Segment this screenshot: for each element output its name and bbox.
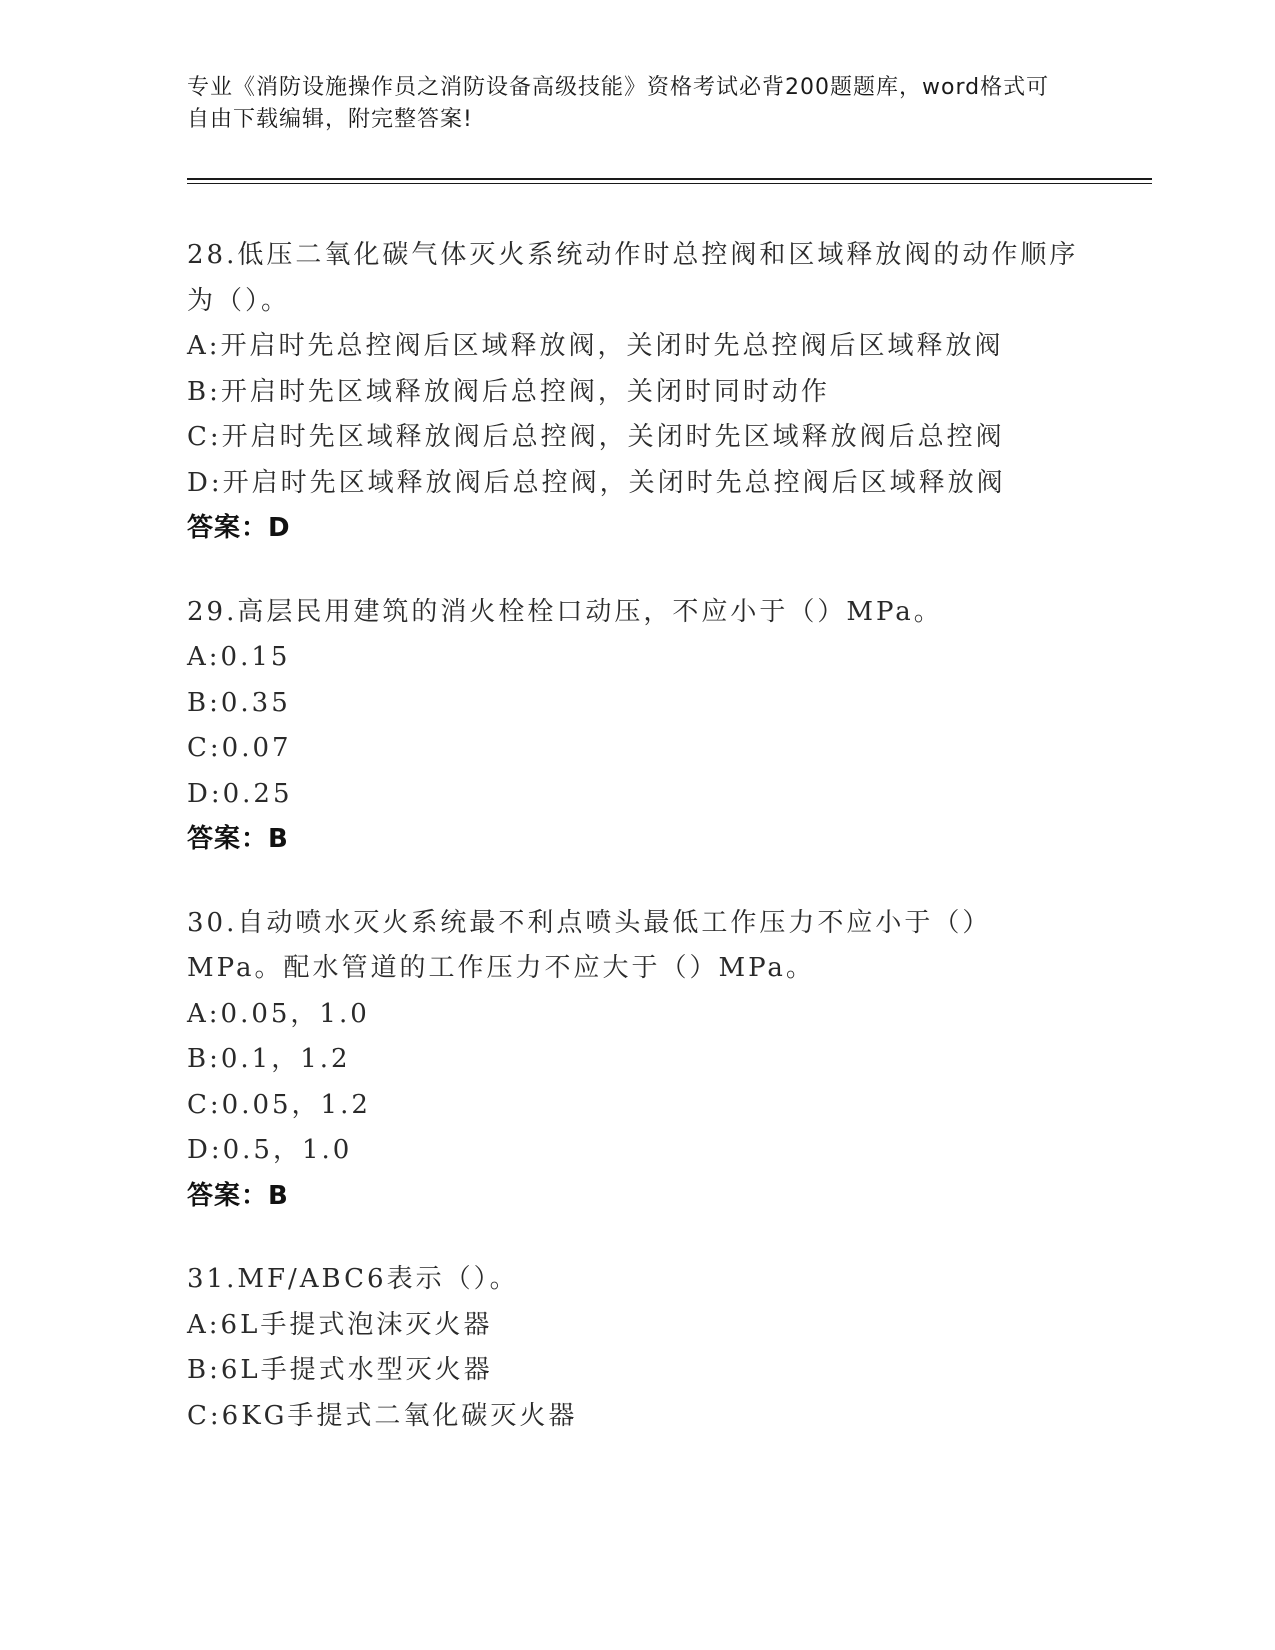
option-b: B:0.35 bbox=[187, 687, 291, 718]
option-d: D:0.5，1.0 bbox=[187, 1135, 353, 1165]
option-c: C:开启时先区域释放阀后总控阀，关闭时先区域释放阀后总控阀 bbox=[187, 422, 1005, 452]
option-d: D:0.25 bbox=[187, 778, 293, 809]
option-a: A:0.05，1.0 bbox=[187, 998, 370, 1029]
question-stem: 28.低压二氧化碳气体灭火系统动作时总控阀和区域释放阀的动作顺序为（）。 bbox=[187, 240, 1079, 316]
option-b: B:6L手提式水型灭火器 bbox=[187, 1355, 493, 1385]
header-divider-thick bbox=[187, 178, 1152, 180]
option-b: B:0.1，1.2 bbox=[187, 1044, 351, 1074]
option-c: C:6KG手提式二氧化碳灭火器 bbox=[187, 1400, 578, 1431]
option-c: C:0.05，1.2 bbox=[187, 1089, 371, 1120]
option-d: D:开启时先区域释放阀后总控阀，关闭时先总控阀后区域释放阀 bbox=[187, 467, 1006, 498]
option-b: B:开启时先区域释放阀后总控阀，关闭时同时动作 bbox=[187, 376, 830, 407]
header-divider-thin bbox=[187, 183, 1152, 184]
option-a: A:开启时先总控阀后区域释放阀，关闭时先总控阀后区域释放阀 bbox=[187, 331, 1004, 361]
question-item bbox=[187, 901, 1087, 1220]
question-stem: 30.自动喷水灭火系统最不利点喷头最低工作压力不应小于（）MPa。配水管道的工作压力不应大于（）MPa。 bbox=[187, 907, 992, 983]
question-item bbox=[187, 233, 1087, 552]
answer-line: 答案：B bbox=[187, 1180, 289, 1211]
document-header: 专业《消防设施操作员之消防设备高级技能》资格考试必背200题题库，word格式可自由下载编辑，附完整答案! bbox=[187, 75, 1050, 132]
option-a: A:6L手提式泡沫灭火器 bbox=[187, 1309, 493, 1340]
question-stem: 29.高层民用建筑的消火栓栓口动压，不应小于（）MPa。 bbox=[187, 596, 943, 627]
question-item bbox=[187, 1257, 1087, 1439]
question-list bbox=[187, 233, 1087, 1477]
option-c: C:0.07 bbox=[187, 733, 292, 763]
answer-line: 答案：B bbox=[187, 824, 289, 854]
question-stem: 31.MF/ABC6表示（）。 bbox=[187, 1264, 519, 1294]
question-item bbox=[187, 590, 1087, 863]
option-a: A:0.15 bbox=[187, 642, 291, 672]
answer-line: 答案：D bbox=[187, 513, 291, 543]
